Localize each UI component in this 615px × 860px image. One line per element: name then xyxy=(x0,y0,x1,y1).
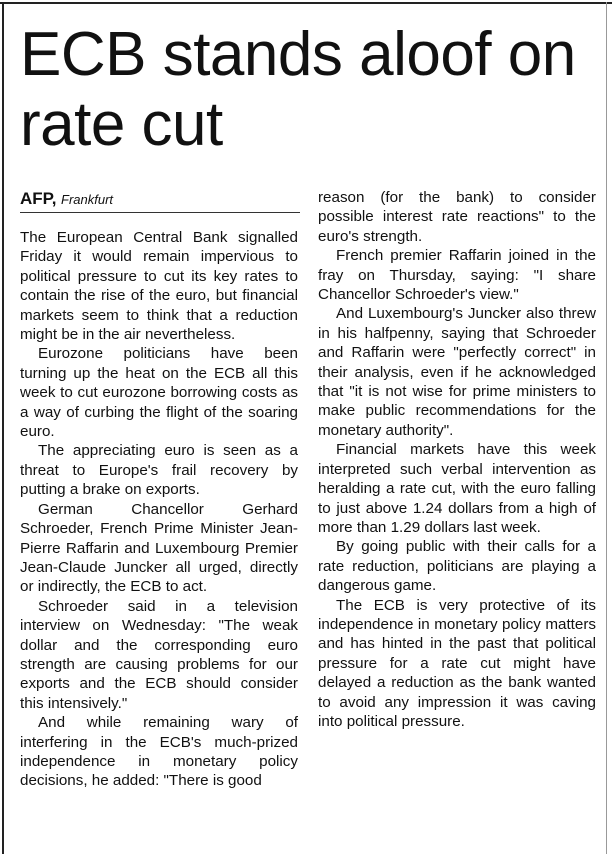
byline xyxy=(20,188,300,213)
paragraph: Schroeder said in a television interview on Wednesday: "The weak dollar and the corresponding euro strength are causing problems for our exports and the ECB should consider this intensively." xyxy=(20,597,298,712)
paragraph: The ECB is very protective of its independence in monetary policy matters and has hinted in the past that political pressure for a rate cut might have delayed a reduction as the bank wanted to avoid any impression it was caving into political pressure. xyxy=(318,596,596,730)
paragraph: And Luxembourg's Juncker also threw in his halfpenny, saying that Schroeder and Raffarin were "perfectly correct" in their analysis, even if he acknowledged that "it is not wise for prime ministers to make public recommendations for the monetary authority". xyxy=(318,305,596,439)
paragraph: Eurozone politicians have been turning up the heat on the ECB all this week to cut eurozone borrowing costs as a way of curbing the flight of the soaring euro. xyxy=(20,345,298,441)
paragraph: And while remaining wary of interfering in the ECB's much-prized independence in monetary policy decisions, he added: "There is good xyxy=(20,714,298,790)
right-border-rule xyxy=(606,2,607,854)
paragraph: The European Central Bank signalled Friday it would remain impervious to political pressure to cut its key rates to contain the rise of the euro, but financial markets seem to think that a reduction might be in the air nevertheless. xyxy=(20,229,298,344)
headline: ECB stands aloof on rate cut xyxy=(20,20,576,159)
paragraph-continued: reason (for the bank) to consider possible interest rate reactions" to the euro's strength. xyxy=(318,189,596,245)
top-border-rule xyxy=(0,2,612,4)
byline-agency: AFP, xyxy=(20,189,57,208)
byline-dateline: Frankfurt xyxy=(61,192,114,207)
paragraph: Financial markets have this week interpreted such verbal intervention as heralding a rate cut, with the euro falling to just above 1.24 dollars from a high of more than 1.29 dollars last week. xyxy=(318,441,596,536)
paragraph: German Chancellor Gerhard Schroeder, French Prime Minister Jean-Pierre Raffarin and Luxembourg Premier Jean-Claude Juncker all urged, directly or indirectly, the ECB to act. xyxy=(20,500,298,596)
article-column-left xyxy=(20,228,298,791)
paragraph: By going public with their calls for a rate reduction, politicians are playing a dangerous game. xyxy=(318,538,596,595)
article-column-right xyxy=(318,188,596,731)
paragraph: French premier Raffarin joined in the fray on Thursday, saying: "I share Chancellor Schroeder's view." xyxy=(318,247,596,304)
paragraph: The appreciating euro is seen as a threat to Europe's frail recovery by putting a brake on exports. xyxy=(20,442,298,499)
left-border-rule xyxy=(2,2,4,854)
